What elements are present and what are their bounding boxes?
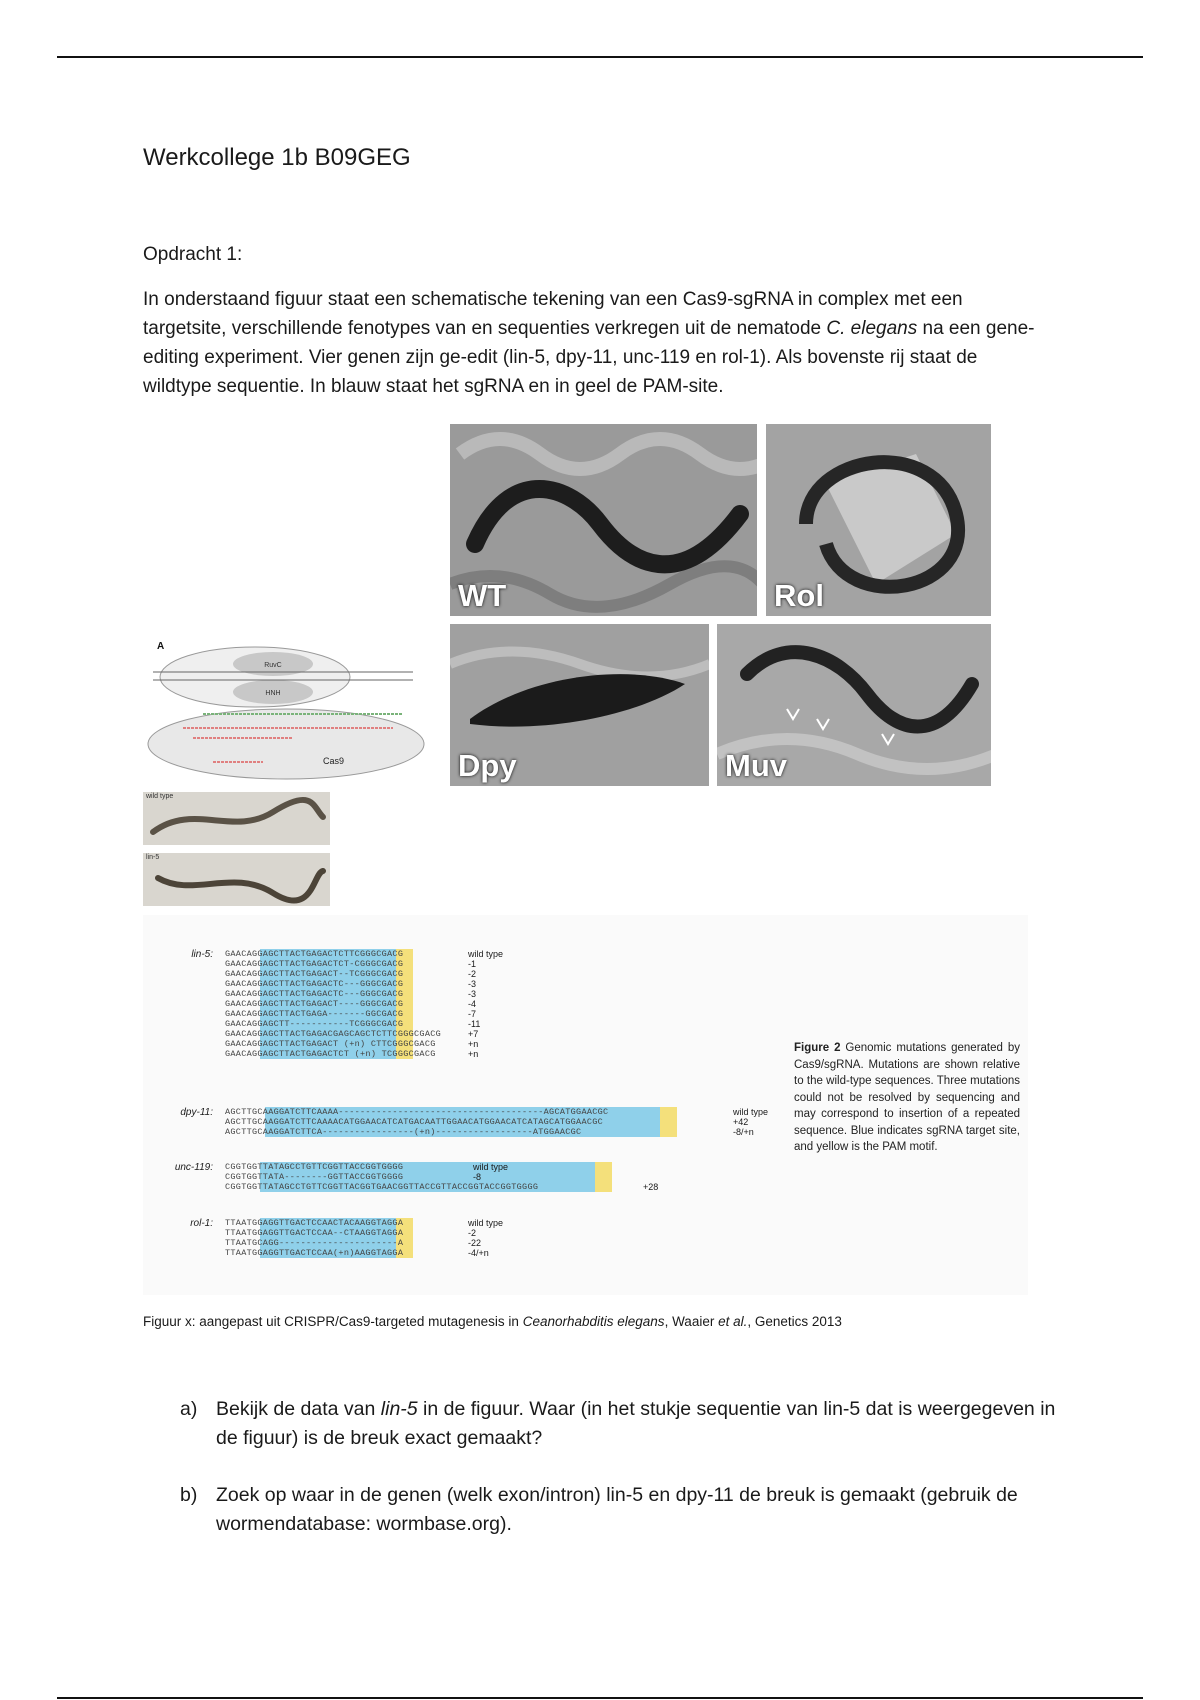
cas9-schematic [143, 632, 428, 782]
mutation-label: wild type [468, 949, 504, 959]
sequence-row: CGGTGGTTATAGCCTGTTCGGTTACCGGTGGGG [225, 1162, 404, 1172]
sequence-row: GAACAGGAGCTTACTGAGACTCTTCGGGCGACG [225, 949, 404, 959]
page-title: Werkcollege 1b B09GEG [143, 144, 411, 171]
thumb-label: wild type [146, 793, 174, 800]
gene-label: rol-1: [190, 1218, 213, 1229]
sequence-row: GAACAGGAGCTTACTGAGACT (+n) CTTCGGGCGACG [225, 1039, 436, 1049]
sequence-row: GAACAGGAGCTTACTGAGACTC---GGGCGACG [225, 989, 404, 999]
question-letter: a) [180, 1398, 198, 1420]
thumb-label: lin-5 [146, 854, 160, 861]
question-text: Zoek op waar in de genen (welk exon/intron) lin-5 en dpy-11 de breuk is gemaakt (gebruik de wormendatabase: wormbase.org). [216, 1484, 1018, 1535]
sequence-row: GAACAGGAGCTTACTGAGACTCT (+n) TCGGGCGACG [225, 1049, 436, 1059]
mutation-label: +7 [468, 1029, 479, 1039]
sequence-row: TTAATGGAGGTTGACTCCAA--CTAAGGTAGGA [225, 1228, 404, 1238]
panel-a-label: A [157, 641, 165, 652]
mutation-label: +28 [643, 1182, 659, 1192]
sequence-row: AGCTTGCAAGGATCTTCAAAA--------------------------------------AGCATGGAACGC [225, 1107, 609, 1117]
question-letter: b) [180, 1484, 198, 1506]
mutation-label: -8/+n [733, 1127, 754, 1137]
mutation-label: -2 [468, 1228, 477, 1238]
phenotype-photo-wt [450, 424, 757, 616]
mutation-label: +n [468, 1039, 479, 1049]
gene-label: dpy-11: [180, 1107, 213, 1118]
bottom-rule [57, 1697, 1143, 1699]
assignment-intro: In onderstaand figuur staat een schematische tekening van een Cas9-sgRNA in complex met een targetsite, verschillende fenotypes van en sequenties verkregen uit de nematode C. elegans na een gene-editing experiment. Vier genen zijn ge-edit (lin-5, dpy-11, unc-119 en rol-1). Als bovenste rij staat de wildtype sequentie. In blauw staat het sgRNA en in geel de PAM-site. [143, 289, 1035, 397]
phenotype-photo-dpy [450, 624, 709, 786]
sequence-row: GAACAGGAGCTT-----------TCGGGCGACG [225, 1019, 404, 1029]
sequence-row: AGCTTGCAAGGATCTTCAAAACATGGAACATCATGACAATTGGAACATGGAACATCATAGCATGGAACGC [225, 1117, 604, 1127]
mutation-label: wild type [473, 1162, 509, 1172]
cas9-label: Cas9 [323, 756, 345, 766]
mutation-label: wild type [468, 1218, 504, 1228]
sequence-row: GAACAGGAGCTTACTGAGACTCT-CGGGCGACG [225, 959, 404, 969]
sequence-row: GAACAGGAGCTTACTGAGACTC---GGGCGACG [225, 979, 404, 989]
mutation-label: -1 [468, 959, 477, 969]
phenotype-photo-rol [766, 424, 991, 616]
sequence-row: TTAATGCAGG----------------------A [225, 1238, 404, 1248]
worm-thumb-lin5 [143, 853, 330, 906]
question-text: Bekijk de data van lin-5 in de figuur. Waar (in het stukje sequentie van lin-5 dat is weergegeven in de figuur) is de breuk exact gemaakt? [216, 1398, 1056, 1449]
mutation-label: -11 [468, 1019, 481, 1029]
phenotype-label: Rol [774, 578, 824, 613]
mutation-label: +42 [733, 1117, 749, 1127]
mutation-label: -22 [468, 1238, 482, 1248]
sequence-row: AGCTTGCAAGGATCTTCA-----------------(+n)------------------ATGGAACGC [225, 1127, 582, 1137]
question-a [180, 1395, 1060, 1455]
gene-label: lin-5: [191, 949, 213, 960]
assignment-heading: Opdracht 1: [143, 244, 243, 265]
phenotype-label: Dpy [458, 748, 517, 783]
top-rule [57, 56, 1143, 58]
question-b [180, 1481, 1060, 1541]
phenotype-photo-muv [717, 624, 991, 786]
sequence-row: TTAATGGAGGTTGACTCCAACTACAAGGTAGGA [225, 1218, 404, 1228]
sequence-row: GAACAGGAGCTTACTGAGACGAGCAGCTCTTCGGGCGACG [225, 1029, 442, 1039]
mutation-label: -4 [468, 999, 477, 1009]
hnh-label: HNH [265, 690, 281, 697]
sequence-row: CGGTGGTTATA--------GGTTACCGGTGGGG [225, 1172, 404, 1182]
phenotype-label: Muv [725, 748, 787, 783]
sequence-row: GAACAGGAGCTTACTGAGACT--TCGGGCGACG [225, 969, 404, 979]
pam-highlight [595, 1162, 612, 1192]
worm-thumb-wildtype [143, 792, 330, 845]
mutation-label: -8 [473, 1172, 482, 1182]
gene-label: unc-119: [174, 1162, 213, 1173]
mutation-label: +n [468, 1049, 479, 1059]
pam-highlight [660, 1107, 677, 1137]
sequence-row: CGGTGGTTATAGCCTGTTCGGTTACGGTGAACGGTTACCGTTACCGGTACCGGTGGGG [225, 1182, 539, 1192]
sequence-row: GAACAGGAGCTTACTGAGA-------GGCGACG [225, 1009, 404, 1019]
mutation-label: -2 [468, 969, 477, 979]
mutation-label: -7 [468, 1009, 477, 1019]
mutation-label: -3 [468, 979, 477, 989]
ruvc-label: RuvC [264, 662, 282, 669]
figure-source: Figuur x: aangepast uit CRISPR/Cas9-targeted mutagenesis in Ceanorhabditis elegans, Waaier et al., Genetics 2013 [143, 1314, 842, 1329]
sequence-row: TTAATGGAGGTTGACTCCAA(+n)AAGGTAGGA [225, 1248, 404, 1258]
figure-caption: Figure 2 Genomic mutations generated by Cas9/sgRNA. Mutations are shown relative to the wild-type sequences. Three mutations could not be resolved by sequencing and may correspond to insertion of a repeated sequence. Blue indicates sgRNA target site, and yellow is the PAM motif. [794, 1042, 1020, 1153]
mutation-label: -3 [468, 989, 477, 999]
mutation-label: wild type [733, 1107, 769, 1117]
mutation-label: -4/+n [468, 1248, 489, 1258]
phenotype-label: WT [458, 578, 507, 613]
sequence-row: GAACAGGAGCTTACTGAGACT----GGGCGACG [225, 999, 404, 1009]
